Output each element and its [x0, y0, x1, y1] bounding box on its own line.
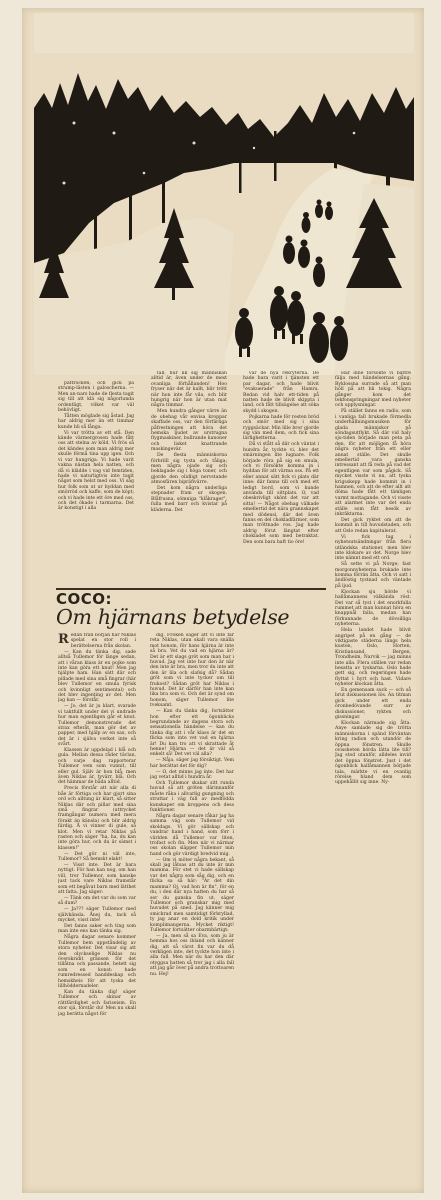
article-column-3 [243, 371, 319, 581]
paragraph: — Visst inte. Det är bara nyttigt. För han kan nog, om han vill, tror Tullemor, som kanske just tack vare Niklas framstår som ett begåvat barn med lätthet att fatta. Jag säger: [58, 863, 136, 896]
paragraph: Vi var trötta av ett stå. Den kände värmergrosen hade fått oss att stelna av köld. Vi frös så det kändes som man aldrig mer skulle förmå tina upp igen. Och vi var hungriga. Vi hade varit vakna nästan hela natten, och då vi klädde i vag vid femtiden, hade vi naturligtvis inte tagit något som helst med oss. Vi såg hur folk som ut ur hyddan med smörröd och kaffe, som de köpt; och vi hade inte ett öre med oss, och det ökade i tarmarna. Det är konstigt i alla [58, 430, 134, 512]
paragraph: Tåtten möglade sig åstad. Jag har aldrig mer än ett timmar kunde bli så långa. [58, 413, 134, 430]
paragraph: Kan du tänka dig! säger Tullemor och skinar av rättfärdighet och fariseism. En stor sjä, förstår du! Men nu skall jag berätta något för [58, 989, 136, 1017]
paragraph: Och Tullemor skakar sitt runda huvud så att gröten därinnanför måste råka i allvarlig gungning och struttar i väg full av medfödda kunskaper om kroppens och dess funktioner. [150, 780, 234, 813]
paragraph: Det gick ryktet om att de kommit in till huvudstaden, och att Oslo redan kapitulerat. [335, 517, 411, 534]
paragraph: En gemensam suck — och så brut diskussionen lös. Än titman gick under ett enda öronbedövande surr av diskussioner, rykten och gissningar. [335, 688, 411, 721]
paragraph: fall, hur lik sig människan alltid är, även under de mest ovanliga förhållanden! Hoo fryser när det är kallt, blir trött när hon inte får vila, och blir hungrig när hon är utan mat några timmar. [151, 371, 227, 409]
paragraph: Klockan sju hörde vi hallåmannens välkända röst. Det var så tyst i det enorkfulla rummet att man kunnat höra en knappnål falla, medan han förkunnade de dövsilliga nyheterna. [335, 589, 411, 628]
paragraph: De flesta människorna förbrilll sig tysta och tåliga; men några ojade sig och beklagade sig i höga toner, och gjorde den olidligt nervstande atmosfären bipräfivärre. [151, 453, 227, 486]
paragraph: Några dagar senare råkar jag ha samma väg som Tullemor vid skoldags. Vi gör sällskap och vandrar hand i hand, som förr i världen då Tullemor var liten, trofast och fin. Men när vi närmar oss skolan släpper Tullemor min hand och gör värdigt bredvid mig. [150, 813, 234, 857]
paragraph: Men hundra gånger värre än de obehag vår envisa kroppar skaffade oss, var den förfärliga påfrestningen att höra det hemska ljudet av urstrugna flygmaskiner, bullrande kanoner och lisket knattrande maskingevär. [151, 409, 227, 453]
article-column-2 [151, 371, 227, 581]
paragraph: Vi fick tag i nyhetsutsändningar från flera utländska stationer, men blev inte klokare av det. Norge blev inte nämnt med ett ord. [335, 534, 411, 562]
paragraph: Pojkarna hade för resten bröd och smör med sig i sina ryggsäckar. Min lille bror gjorde sig vän med dem, och fick sina lärfighetterna. [243, 414, 319, 442]
paragraph: — Om vi möter några bekant, så skall jag låtsas att du inte är min mamma. För stet vi hade sällskap var det några som såg dig, och en flicka sa så här: "Är det din mamma? Oj, vad hon är fin", för en du, i den där nya hatten du har så ser du ganska fin ut, säger Tullemor och granskar mig med huvudet på sned. Jag känner mig smickrad men samtidigt förbryllad, ty jag anar en dold kritik under komplimangerna. Mycket riktigt! Tullemor fortsätter obarmhärtigt: [150, 857, 234, 933]
paragraph: — Tänk om det var du som var så dum? [58, 896, 136, 907]
column-kicker: COCO: [56, 590, 113, 608]
paragraph: — Ja??? säger Tullemor med självkänsla. Ånej du, tack så mycket, visst inte! [58, 907, 136, 924]
coco-column-2 [150, 633, 234, 1193]
paragraph: Precis förstår att när alla di båe är förtiga och har gjort sina ord och alltung är klart, så sitter Niklas där och pillar med sina små fingrar (uttrycket framgångar numera med mera förakt än känsla) och blir aldrig färdig. Å vi vinner di gule, så klot. Men vi retar Niklas på rasten och säger "ha, ha, du kan inte göra hur, och du är sämst i klassen!" [58, 786, 136, 851]
coco-column-1 [58, 633, 136, 1193]
paragraph: Några dagar senare kommer Tullemor hem uppståndelig av stora nyheter. Det visar sig att den olyckselige Niklas nu överskridit gränsen för det tillåtna och passande, betett sig som en konst: hade rumredressed handdeskap och hemskheis för att tyska det lillhöddernadeler. [58, 935, 136, 989]
paragraph: var de nya rekryterna. De hade bara varit i tjänsten ett par dagar, och hade blivit "evakuerade" från Hamra. Redan vid halv ett-tiden på natten hade de blivit skippta i land, och fått tillsägelse att söka skydd i skogen. [243, 371, 319, 414]
paragraph: Så sette vi på Norge; fast morgonnyheterna brukade inte komma förrän åtta. Och vi satt i ändlöstig tystnad och väntade på ljud. [335, 562, 411, 589]
winter-forest-evacuation-illustration [34, 13, 414, 375]
drop-cap: R [58, 633, 69, 647]
paragraph: — Kan du tänka dig, sade alltså Tullemor för länge sedan, att i våran klass är en pojke som inte kan göra ett knut! Men jag hjälpte ham. Han sätt där och pillade med sina små fingrar (här blev Tullemor en smula fyrisk och kvinnligt sentimental) och det blev ingenting av det. Men jag kan — förstår. [58, 649, 136, 704]
paragraph: — Jo, det är ju klart, svarade vi taktfullt under det vi undrade hur man egentligen går et knut. Tullemor demonstrerade det strax efteråt, man gör det av papper, med hjälp av en sax, och det är i själva verket inte så svårt. [58, 704, 136, 748]
article-headline: Om hjärnans betydelse [56, 605, 290, 629]
article-column-4 [335, 371, 411, 1193]
paragraph: pattrocken, och gick på strump-lästen i galoscherna. — Men an-nars hade de flesta tagit sig till att klä sig någorlunda ordentligt, vilket var väl behövligt. [58, 381, 134, 414]
paragraph: Det fanns saker och ting som man inte ens kan tänka sig. [58, 924, 136, 935]
paragraph: — Kan du tänka dig, fortsätter hon efter ett ögonblicks begrundande av dagens stora och sensationella händelse — kan du tänka dig att i vår klass är det en flicka som inte vet vad en hjärna är! Du kan tro att vi skrattade åt henne! Hjärna — det är väl så enkelt så! Det vet väl alla? [150, 709, 234, 758]
paragraph: Då vi stått så där och väntat i hundra år, tyckte vi, blev det smärningen lite lugnare. Folk började röra på sig en smula, och vi försökte komma in i hyddan för att värma oss. På ett eller annat sätt fick vi plats där inne: där fanns till och med ett ledigt bord, som vi kunde använda till sittplats. O, vad obeskrivligt skönt det var att sitta! — Något obehag välkade emellertid det nära grannskapet med dödensi, där det även fanns en del chokladfärmer, som man tröttnade ros. Jag hade aldrig förut längtat efter chokladet som med betraktat. Den som bara haft tio öre! [243, 442, 319, 545]
paragraph: — Nåja, säger jag försiktigt. Vem har berättat det för dig? [150, 758, 234, 769]
paragraph: Klockan närmade sig åtta. Anye samlade sig de trötta människorna i spänd förväntan kring radion och utandör de öppna fönstren. Skulle ovissheten hörda lätta lite till? Jag stod utanför, alldeles invid det öppna fönstret. Just i det ögonblick hallåmannen började tala, märkte vi en ovanlig rörelse bland dem som uppehållit sig inne. Ny- [335, 721, 411, 786]
paragraph: Här inne försökte vi bättre fälja med händelsernas gång. Byklossna surrade så att man höll på att bli tokig. Några gånger kom det tekfonspringningar med nyheter och upplysningar. [335, 371, 411, 409]
paragraph: Det kom några underliga stepnader fram ur skogen. Blåfrusna, sömniga "klåkrager", fulla med barr och kvistar på kläderna. Det [151, 486, 227, 513]
paragraph: Klassen är uppdelad i blå och gula. Mellan dessa råder tävlan, och varje dag rapporterar Tullemor vem som vunnit, till eller gul. Själv är hon blå, men även Niklas är, tyvärr, blå. Och det hämmar de båda alltid. [58, 748, 136, 786]
paragraph: — Ja, men så sa Eva, som ju är hemma hos oss ibland och känner dig, att så värst fin var du då verkligen inte, det tyckte hon inte i alla fall. Men när du har den där otyggsa hatten så tror jag i alla fall att jag går över på andra trottoaren nu. Hej! [150, 933, 234, 977]
lead-paragraph: Redan från början har Niklas spelat en stor roll i berättelserna från skolan. [58, 633, 136, 649]
article-column-1 [58, 381, 134, 581]
paragraph: Hela landet hade blivit angripet på en gång — de viktigaste städerna längs hela kusten, Oslo, Horten, Kristiansand, Bergen, Trondheim, Narvik — jag minns inte alla. Flera ställen var redan besatta av tyskarna. Oslo hade gett sig, och regeringen hade flyttat i hyrt och hast. Vidare nyheter klockan åtta. [335, 628, 411, 688]
paragraph: På stället fanns en radio, som i vanliga fall brukade förmedla underhållningsmusiken för glada människor på söndagsutflykt. Så där vid halv sju-tiden började man peta på den, för att möjligen få höra några nyheter från ett eller annat ställe. Det skulle emellertid vara ganska intressant att få reda på vad det egentligen var som pågick. Så mycket visste vi nu, att tyska krigsskepp hade kommit in i hamnen, och att de efter allt att döma hade fått ett tämligen varmt mottagande. Och vi visste att alarmet inte var det enda ställe som fått besök av inkräktarna. [335, 409, 411, 518]
paragraph: — Det gör ni väl inte, Tullemor? Så hemskt elakt! [58, 851, 136, 863]
paragraph: dig. Fröken säger att vi inte får reta Niklas, utan skall vara snälla mot honom, för hans hjärna är inte så bra. Vet du vad en hjärna är? Det är ett slags gröt som man har i huvud. Jag vet inte hur den är när den inte är bra, men tror du inte att den är lila och slafsig då? Sådan gröt som vi inte tycker om till frukost? Sådan gröt har Niklas i huvud. Det är därför han inte kan lika bra som vi. Och det är synd om honom, säger Tullemor lite tveksamt. [150, 633, 234, 709]
paragraph: — O, det minns jag inte. Det har jag vetat alltid i hundra år. [150, 769, 234, 781]
newspaper-page [22, 8, 424, 1193]
